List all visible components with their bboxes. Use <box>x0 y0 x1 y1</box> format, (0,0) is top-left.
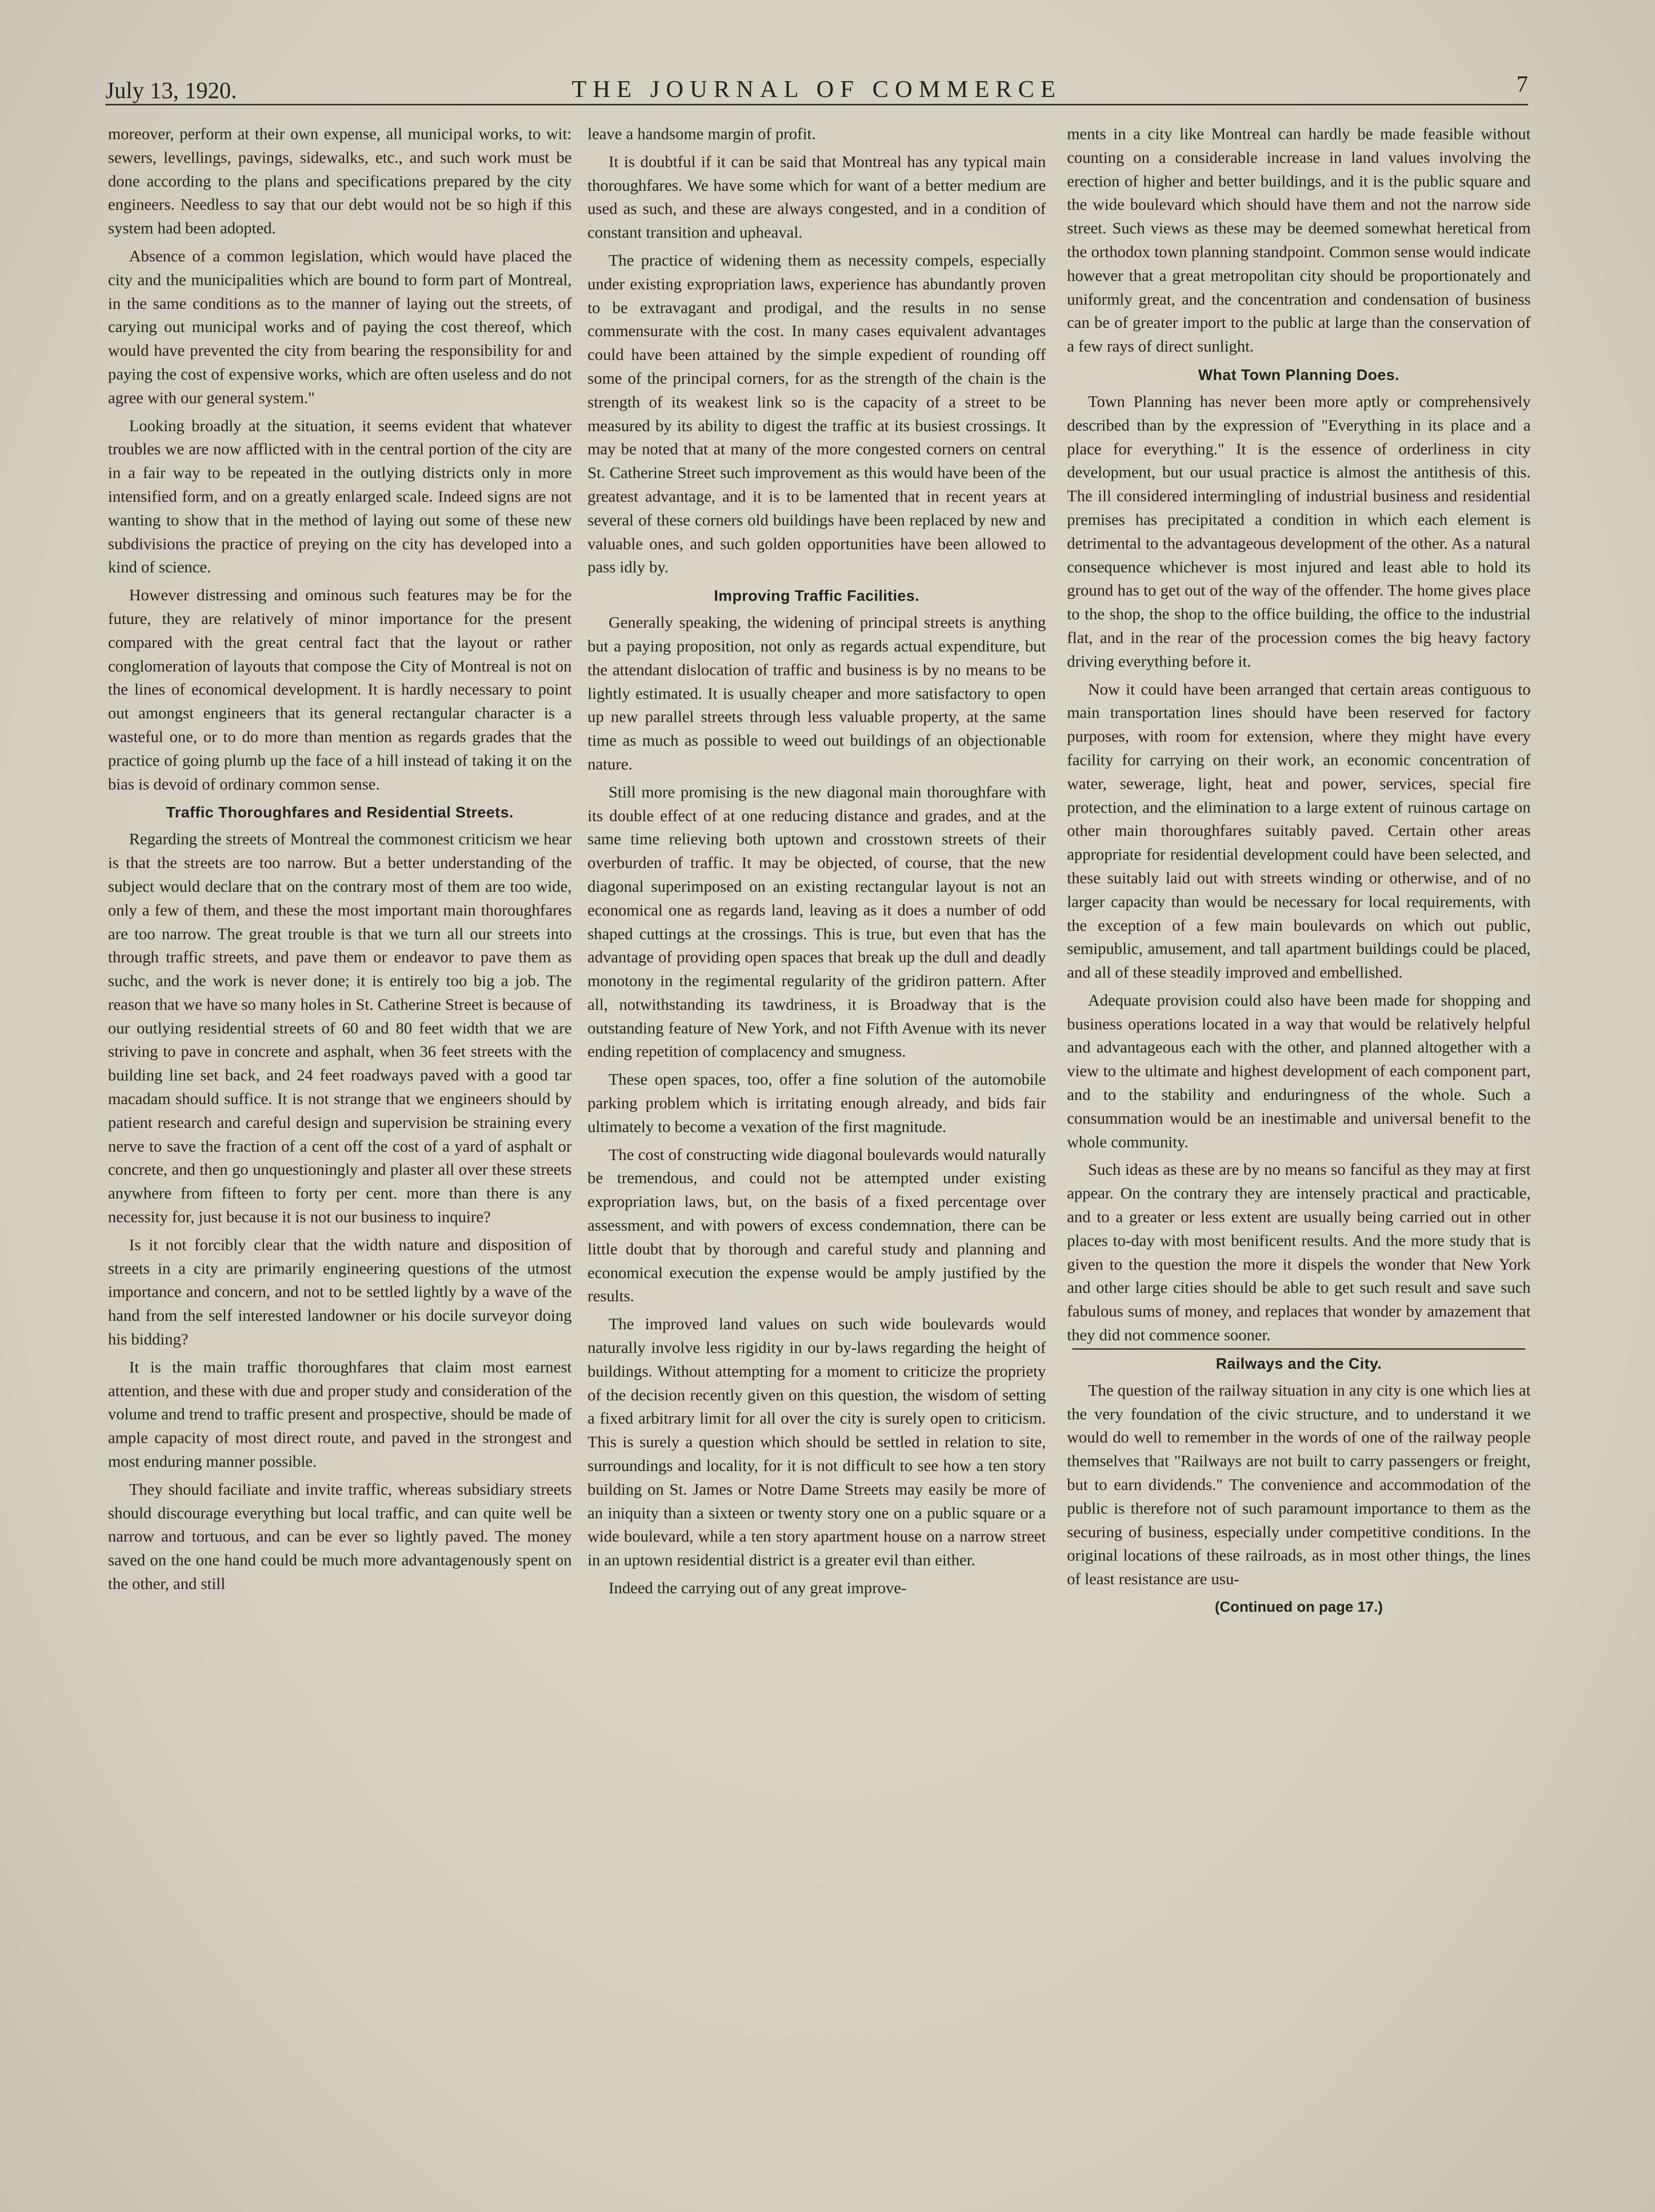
continued-note: (Continued on page 17.) <box>1215 1599 1383 1615</box>
masthead <box>105 67 1528 104</box>
publication-title: THE JOURNAL OF COMMERCE <box>572 75 1062 102</box>
paragraph: Still more promising is the new diagonal main thoroughfare with its double effect of at one reducing distance and grades, and at the same time relieving both uptown and crosstown streets of their overburden of traffic. It may be objected, of course, that the new diagonal superimposed on an existing rectangular layout is not an economical one as regards land, leaving as it does a number of odd shaped cuttings at the crossings. This is true, but even that has the advantage of providing open spaces that break up the dull and deadly monotony in the regimental regularity of the gridiron pattern. After all, notwithstanding its tawdriness, it is Broadway that is the outstanding feature of New York, and not Fifth Avenue with its never ending repetition of complacency and smugness. <box>587 782 1046 1061</box>
section-heading: Traffic Thoroughfares and Residential Streets. <box>166 804 514 822</box>
paragraph: The practice of widening them as necessity compels, especially under existing expropriation laws, experience has abundantly proven to be extravagant and prodigal, and the results in no sense commensurate with the cost. In many cases equivalent advantages could have been attained by the simple expedient of rounding off some of the principal corners, for as the strength of the chain is the strength of its weakest link so is the capacity of a street to be measured by its ability to digest the traffic at its busiest crossings. It may be noted that at many of the more congested corners on central St. Catherine Street such improvement as this would have been of the greatest advantage, and it is to be lamented that in recent years at several of these corners old buildings have been replaced by new and valuable ones, and such golden opportunities have been allowed to pass idly by. <box>587 250 1046 577</box>
paragraph: Now it could have been arranged that certain areas contiguous to main transportation lines should have been reserved for factory purposes, with room for extension, where they might have every facility for carrying on their work, an economic concentration of water, sewerage, light, heat and power, services, special fire protection, and the elimination to a large extent of ruinous cartage on other main thoroughfares suitably paved. Certain other areas appropriate for residential development could have been selected, and these suitably laid out with streets winding or otherwise, and of no larger capacity than would be necessary for local requirements, with the exception of a few main boulevards on which out public, semipublic, amusement, and tall apartment buildings could be placed, and all of these steadily improved and embellished. <box>1067 679 1531 982</box>
paragraph: ments in a city like Montreal can hardly be made feasible without counting on a considerable increase in land values involving the erection of higher and better buildings, and it is the public square and the wide boulevard which should have them and not the narrow side street. Such views as these may be deemed somewhat heretical from the orthodox town planning standpoint. Common sense would indicate however that a great metropolitan city should be proportionately and uniformly great, and the concentration and condensation of business can be of greater import to the public at large than the conservation of a few rays of direct sunlight. <box>1067 124 1531 356</box>
paragraph: These open spaces, too, offer a fine solution of the automobile parking problem which is irritating enough already, and bids fair ultimately to become a vexation of the first magnitude. <box>587 1070 1046 1136</box>
section-heading: Improving Traffic Facilities. <box>714 588 919 605</box>
paragraph: Town Planning has never been more aptly or comprehensively described than by the expression of "Everything in its place and a place for everything." It is the essence of orderliness in city development, but our usual practice is almost the antithesis of this. The ill considered intermingling of industrial business and residential premises has precipitated a condition in which each element is detrimental to the advantageous development of the other. As a natural consequence whichever is most injured and least able to hold its ground has to get out of the way of the offender. The home gives place to the shop, the shop to the office building, the office to the industrial flat, and in the rear of the procession comes the big heavy factory driving everything before it. <box>1067 392 1531 670</box>
paragraph: Is it not forcibly clear that the width nature and disposition of streets in a city are primarily engineering questions of the utmost importance and concern, and not to be settled lightly by a wave of the hand from the self interested landowner or his docile surveyor doing his bidding? <box>108 1235 572 1349</box>
section-heading: What Town Planning Does. <box>1198 366 1399 384</box>
section-divider <box>1072 1348 1525 1350</box>
paragraph: Absence of a common legislation, which would have placed the city and the municipalities which are bound to form part of Montreal, in the same conditions as to the manner of laying out the streets, of carying out municipal works and of paying the cost thereof, which would have prevented the city from bearing the responsibility for and paying the cost of expensive works, which are often useless and do not agree with our general system." <box>108 246 572 407</box>
column-1 <box>108 122 572 2093</box>
paragraph: Regarding the streets of Montreal the commonest criticism we hear is that the streets are too narrow. But a better understanding of the subject would declare that on the contrary most of them are too wide, only a few of them, and these the most important main thoroughfares are too narrow. The great trouble is that we turn all our streets into through traffic streets, and pave them or endeavor to pave them as suchc, and the work is never done; it is entirely too big a job. The reason that we have so many holes in St. Catherine Street is because of our outlying residential streets of 60 and 80 feet width that we are striving to pave in concrete and asphalt, when 36 feet streets with the building line set back, and 24 feet roadways paved with a good tar macadam should suffice. It is not strange that we engineers should by patient research and careful design and supervision be straining every nerve to save the fraction of a cent off the cost of a yard of asphalt or concrete, and then go unquestioningly and plaster all over these streets anywhere from fifteen to forty per cent. more than there is any necessity for, just because it is not our business to inquire? <box>108 830 572 1226</box>
column-3 <box>1067 122 1531 2093</box>
paragraph: moreover, perform at their own expense, all municipal works, to wit: sewers, levellings, pavings, sidewalks, etc., and such work must be done according to the plans and specifications prepared by the city engineers. Needless to say that our debt would not be so high if this system had been adopted. <box>108 124 572 238</box>
paragraph: It is the main traffic thoroughfares that claim most earnest attention, and these with due and proper study and consideration of the volume and trend to traffic present and prospective, should be made of ample capacity of most direct route, and paved in the strongest and most enduring manner possible. <box>108 1357 572 1471</box>
paragraph: The question of the railway situation in any city is one which lies at the very foundation of the civic structure, and to understand it we would do well to remember in the words of one of the railway people themselves that "Railways are not built to carry passengers or freight, but to earn dividends." The convenience and accommodation of the public is therefore not of such paramount importance to them as the securing of business, especially under competitive conditions. In the original locations of these railroads, as in most other things, the lines of least resistance are usu- <box>1067 1380 1531 1589</box>
paragraph: Such ideas as these are by no means so fanciful as they may at first appear. On the contrary they are intensely practical and practicable, and to a greater or less extent are usually being carried out in other places to-day with most benificent results. And the more study that is given to the question the more it dispels the wonder that New York and other large cities should be able to get such result and save such fabulous sums of money, and replaces that wonder by amazement that they did not commence sooner. <box>1067 1160 1531 1344</box>
paragraph: leave a handsome margin of profit. <box>587 124 816 143</box>
paragraph: However distressing and ominous such features may be for the future, they are relatively of minor importance for the present compared with the great central fact that the layout or rather conglomeration of layouts that compose the City of Montreal is not on the lines of economical development. It is hardly necessary to point out amongst engineers that its general rectangular character is a wasteful one, or to do more than mention as regards grades that the practice of going plumb up the face of a hill instead of taking it on the bias is devoid of ordinary common sense. <box>108 586 572 793</box>
paragraph: The cost of constructing wide diagonal boulevards would naturally be tremendous, and could not be attempted under existing expropriation laws, but, on the basis of a fixed percentage over assessment, and with powers of excess condemnation, there can be little doubt that by thorough and careful study and planning and economical execution the expense would be amply justified by the results. <box>587 1145 1046 1305</box>
page-number: 7 <box>1516 71 1528 97</box>
paragraph: It is doubtful if it can be said that Montreal has any typical main thoroughfares. We have some which for want of a better medium are used as such, and these are always congested, and in a condition of constant transition and upheaval. <box>587 152 1046 242</box>
paragraph: Generally speaking, the widening of principal streets is anything but a paying proposition, not only as regards actual expenditure, but the attendant dislocation of traffic and business is by no means to be lightly estimated. It is usually cheaper and more satisfactory to open up new parallel streets through less valuable property, at the same time as much as possible to weed out buildings of an objectionable nature. <box>587 613 1046 773</box>
paragraph: Adequate provision could also have been made for shopping and business operations located in a way that would be relatively helpful and advantageous each with the other, and planned altogether with a view to the ultimate and highest development of each component part, and to the stability and enduringness of the whole. Such a consummation would be an inestimable and universal benefit to the whole community. <box>1067 990 1531 1151</box>
column-2 <box>587 122 1046 2093</box>
issue-date: July 13, 1920. <box>105 77 237 103</box>
section-heading: Railways and the City. <box>1216 1355 1382 1372</box>
paragraph: They should faciliate and invite traffic, whereas subsidiary streets should discourage everything but local traffic, and can quite well be narrow and tortuous, and can be ever so lightly paved. The money saved on the one hand could be much more advantagenously spent on the other, and still <box>108 1479 572 1593</box>
paragraph: Indeed the carrying out of any great improve- <box>609 1578 907 1597</box>
header-rule <box>105 104 1528 105</box>
paragraph: Looking broadly at the situation, it seems evident that whatever troubles we are now afflicted with in the central portion of the city are in a fair way to be repeated in the outlying districts only in more intensified form, and on a greatly enlarged scale. Indeed signs are not wanting to show that in the method of laying out some of these new subdivisions the practice of preying on the city has developed into a kind of science. <box>108 416 572 577</box>
paragraph: The improved land values on such wide boulevards would naturally involve less rigidity in our by-laws regarding the height of buildings. Without attempting for a moment to criticize the propriety of the decision recently given on this question, the wisdom of setting a fixed arbitrary limit for all over the city is surely open to criticism. This is surely a question which should be settled in relation to site, surroundings and locality, for it is not difficult to see how a ten story building on St. James or Notre Dame Streets may easily be more of an iniquity than a sixteen or twenty story one on a public square or a wide boulevard, while a ten story apartment house on a narrow street in an uptown residential district is a greater evil than either. <box>587 1314 1046 1570</box>
